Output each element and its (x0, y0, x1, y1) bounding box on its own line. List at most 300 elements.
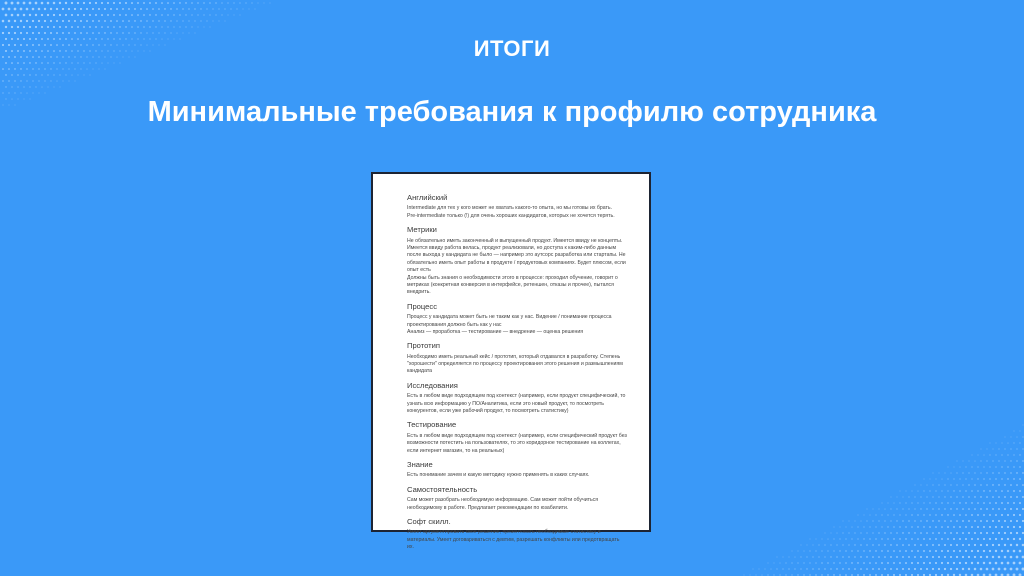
decorative-dot (783, 569, 784, 570)
decorative-dot (74, 32, 76, 34)
decorative-dot (854, 556, 855, 557)
decorative-dot (107, 14, 109, 16)
decorative-dot (11, 26, 13, 28)
decorative-dot (122, 32, 123, 33)
decorative-dot (902, 568, 904, 570)
decorative-dot (944, 544, 946, 546)
document-section-line: узнать всю информацию у ПО/Аналитика, если это новый продукт, то посмотреть (407, 400, 605, 407)
document-section-line: Сам может разобрать необходимую информацию. Сам может пойти обучиться (407, 497, 599, 504)
decorative-dot (179, 14, 180, 15)
decorative-dot (959, 538, 961, 540)
decorative-dot (872, 544, 873, 545)
decorative-dot (180, 27, 181, 28)
decorative-dot (953, 550, 955, 552)
decorative-dot (882, 515, 883, 516)
decorative-dot (119, 14, 121, 16)
decorative-dot (936, 491, 937, 492)
decorative-dot (2, 20, 5, 23)
decorative-dot (881, 550, 882, 551)
decorative-dot (90, 63, 91, 64)
decorative-dot (1023, 437, 1024, 438)
decorative-dot (1013, 526, 1015, 528)
decorative-dot (50, 8, 52, 10)
decorative-dot (2, 32, 4, 34)
decorative-dot (848, 556, 849, 557)
decorative-dot (777, 557, 778, 558)
decorative-dot (84, 63, 85, 64)
decorative-dot (905, 562, 907, 564)
decorative-dot (869, 538, 870, 539)
decorative-dot (932, 532, 934, 534)
decorative-dot (911, 562, 913, 564)
decorative-dot (47, 26, 49, 28)
decorative-dot (827, 550, 828, 551)
decorative-dot (980, 568, 983, 571)
decorative-dot (965, 526, 967, 528)
decorative-dot (237, 9, 238, 10)
decorative-dot (791, 574, 792, 575)
decorative-dot (32, 80, 33, 81)
decorative-dot (974, 568, 977, 571)
decorative-dot (863, 562, 865, 564)
decorative-dot (1010, 568, 1013, 571)
decorative-dot (962, 568, 964, 570)
decorative-dot (1019, 454, 1020, 455)
decorative-dot (140, 8, 142, 10)
decorative-dot (887, 550, 889, 552)
decorative-dot (888, 515, 889, 516)
decorative-dot (998, 508, 1000, 510)
decorative-dot (33, 93, 34, 94)
decorative-dot (962, 496, 963, 497)
decorative-dot (59, 26, 61, 28)
decorative-dot (182, 20, 183, 21)
decorative-dot (824, 556, 825, 557)
decorative-dot (104, 32, 105, 33)
decorative-dot (768, 575, 769, 576)
decorative-dot (902, 532, 903, 533)
decorative-dot (14, 8, 17, 11)
decorative-dot (917, 550, 919, 552)
decorative-dot (116, 32, 117, 33)
decorative-dot (1004, 544, 1006, 546)
decorative-dot (986, 544, 988, 546)
decorative-dot (891, 497, 892, 498)
decorative-dot (930, 491, 931, 492)
decorative-dot (936, 479, 937, 480)
decorative-dot (968, 544, 970, 546)
decorative-dot (1001, 538, 1003, 540)
decorative-dot (972, 455, 973, 456)
decorative-dot (851, 538, 852, 539)
decorative-dot (846, 527, 847, 528)
decorative-dot (993, 449, 994, 450)
decorative-dot (1001, 550, 1003, 552)
decorative-dot (83, 2, 85, 4)
decorative-dot (962, 520, 964, 522)
decorative-dot (825, 533, 826, 534)
decorative-dot (146, 32, 147, 33)
decorative-dot (1019, 526, 1021, 528)
decorative-dot (960, 467, 961, 468)
decorative-dot (137, 2, 139, 4)
decorative-dot (161, 2, 163, 4)
decorative-dot (962, 508, 964, 510)
decorative-dot (944, 520, 946, 522)
decorative-dot (104, 8, 106, 10)
decorative-dot (963, 461, 964, 462)
decorative-dot (5, 2, 8, 5)
decorative-dot (77, 2, 79, 4)
decorative-dot (38, 20, 40, 22)
document-section-line: Есть понимание зачем и какую методику нужно применять в каких случаях. (407, 472, 590, 479)
decorative-dot (1019, 478, 1021, 480)
decorative-dot (72, 75, 73, 76)
decorative-dot (998, 532, 1000, 534)
decorative-dot (924, 491, 925, 492)
decorative-dot (860, 532, 861, 533)
decorative-dot (798, 551, 799, 552)
decorative-dot (56, 68, 57, 69)
decorative-dot (980, 472, 981, 473)
decorative-dot (831, 533, 832, 534)
decorative-dot (828, 539, 829, 540)
decorative-dot (69, 81, 70, 82)
decorative-dot (27, 93, 28, 94)
decorative-dot (935, 538, 937, 540)
decorative-dot (1016, 520, 1018, 522)
decorative-dot (182, 8, 183, 9)
decorative-dot (234, 15, 235, 16)
decorative-dot (932, 544, 934, 546)
decorative-dot (29, 2, 32, 5)
decorative-dot (957, 461, 958, 462)
decorative-dot (980, 508, 982, 510)
decorative-dot (177, 33, 178, 34)
decorative-dot (1016, 532, 1018, 534)
decorative-dot (908, 544, 910, 546)
decorative-dot (195, 33, 196, 34)
decorative-dot (926, 508, 927, 509)
decorative-dot (45, 81, 46, 82)
decorative-dot (921, 497, 922, 498)
decorative-dot (963, 473, 964, 474)
decorative-dot (987, 449, 988, 450)
decorative-dot (65, 2, 67, 4)
decorative-dot (173, 26, 174, 27)
decorative-dot (897, 509, 898, 510)
decorative-dot (56, 20, 58, 22)
decorative-dot (86, 32, 88, 34)
decorative-dot (974, 520, 976, 522)
decorative-dot (989, 514, 991, 516)
decorative-dot (29, 14, 31, 16)
decorative-dot (1005, 449, 1006, 450)
decorative-dot (923, 562, 925, 564)
document-section-line: опыт есть (407, 267, 431, 274)
decorative-dot (23, 2, 26, 5)
decorative-dot (210, 27, 211, 28)
document-section-title: Прототип (407, 341, 441, 351)
decorative-dot (917, 562, 919, 564)
decorative-dot (977, 502, 979, 504)
decorative-dot (944, 556, 946, 558)
decorative-dot (882, 503, 883, 504)
decorative-dot (801, 557, 802, 558)
decorative-dot (35, 26, 37, 28)
decorative-dot (1014, 431, 1015, 432)
decorative-dot (227, 2, 228, 3)
decorative-dot (2, 92, 3, 93)
decorative-dot (116, 20, 118, 22)
decorative-dot (71, 2, 73, 4)
decorative-dot (978, 455, 979, 456)
decorative-dot (101, 2, 103, 4)
decorative-dot (92, 8, 94, 10)
decorative-dot (893, 526, 894, 527)
decorative-dot (98, 20, 100, 22)
decorative-dot (207, 21, 208, 22)
decorative-dot (959, 502, 960, 503)
decorative-dot (11, 14, 14, 17)
decorative-dot (986, 496, 988, 498)
decorative-dot (807, 545, 808, 546)
decorative-dot (989, 550, 991, 552)
decorative-dot (78, 75, 79, 76)
decorative-dot (840, 527, 841, 528)
decorative-dot (998, 556, 1001, 559)
decorative-dot (986, 532, 988, 534)
decorative-dot (917, 502, 918, 503)
decorative-dot (2, 80, 3, 81)
decorative-dot (191, 2, 192, 3)
decorative-dot (1022, 460, 1023, 461)
decorative-dot (947, 550, 949, 552)
decorative-dot (959, 490, 960, 491)
decorative-dot (887, 562, 889, 564)
decorative-dot (923, 502, 924, 503)
decorative-dot (887, 538, 888, 539)
decorative-dot (143, 26, 144, 27)
decorative-dot (825, 545, 826, 546)
decorative-dot (161, 26, 162, 27)
decorative-dot (789, 569, 790, 570)
decorative-dot (17, 86, 18, 87)
decorative-dot (188, 8, 189, 9)
decorative-dot (59, 62, 60, 63)
decorative-dot (1011, 449, 1012, 450)
decorative-dot (818, 568, 819, 569)
decorative-dot (120, 63, 121, 64)
decorative-dot (977, 514, 979, 516)
decorative-dot (920, 520, 921, 521)
decorative-dot (792, 563, 793, 564)
decorative-dot (903, 509, 904, 510)
decorative-dot (944, 508, 945, 509)
decorative-dot (974, 472, 975, 473)
decorative-dot (189, 33, 190, 34)
decorative-dot (842, 544, 843, 545)
decorative-dot (39, 93, 40, 94)
decorative-dot (998, 496, 1000, 498)
decorative-dot (896, 556, 898, 558)
decorative-dot (827, 574, 828, 575)
decorative-dot (867, 521, 868, 522)
decorative-dot (17, 14, 20, 17)
decorative-dot (1016, 544, 1018, 546)
decorative-dot (971, 490, 972, 491)
decorative-dot (813, 557, 814, 558)
decorative-dot (858, 527, 859, 528)
decorative-dot (89, 2, 91, 4)
decorative-dot (77, 26, 79, 28)
decorative-dot (879, 509, 880, 510)
decorative-dot (989, 526, 991, 528)
decorative-dot (950, 568, 952, 570)
decorative-dot (992, 544, 994, 546)
decorative-dot (983, 514, 985, 516)
decorative-dot (80, 8, 82, 10)
decorative-dot (986, 484, 987, 485)
decorative-dot (35, 62, 36, 63)
document-section-line: их. (407, 544, 414, 551)
decorative-dot (26, 8, 29, 11)
decorative-dot (21, 93, 22, 94)
decorative-dot (134, 20, 135, 21)
decorative-dot (5, 14, 8, 17)
decorative-dot (915, 497, 916, 498)
decorative-dot (971, 478, 972, 479)
decorative-dot (14, 20, 16, 22)
decorative-dot (980, 544, 982, 546)
decorative-dot (857, 538, 858, 539)
decorative-dot (884, 532, 885, 533)
decorative-dot (1002, 443, 1003, 444)
decorative-dot (935, 502, 936, 503)
decorative-dot (938, 532, 940, 534)
decorative-dot (957, 473, 958, 474)
decorative-dot (972, 467, 973, 468)
decorative-dot (815, 562, 816, 563)
decorative-dot (873, 509, 874, 510)
decorative-dot (867, 509, 868, 510)
decorative-dot (905, 514, 906, 515)
decorative-dot (806, 568, 807, 569)
decorative-dot (999, 449, 1000, 450)
decorative-dot (974, 484, 975, 485)
decorative-dot (38, 8, 41, 11)
decorative-dot (146, 20, 147, 21)
decorative-dot (920, 532, 922, 534)
decorative-dot (939, 485, 940, 486)
decorative-dot (905, 538, 906, 539)
document-section-line: возможности потестить на пользователях, то это коридорное тестирование на коллегах, (407, 440, 621, 447)
decorative-dot (1013, 454, 1014, 455)
decorative-dot (56, 32, 58, 34)
decorative-dot (920, 508, 921, 509)
decorative-dot (1013, 466, 1014, 467)
decorative-dot (1001, 466, 1002, 467)
decorative-dot (971, 502, 972, 503)
decorative-dot (89, 26, 91, 28)
decorative-dot (969, 473, 970, 474)
decorative-dot (908, 508, 909, 509)
document-section-title: Процесс (407, 301, 437, 311)
document-section-line: необходимому в работе. Предлагает рекомендации по юзабилити. (407, 504, 569, 511)
decorative-dot (938, 568, 940, 570)
decorative-dot (857, 562, 858, 563)
decorative-dot (981, 449, 982, 450)
decorative-dot (62, 32, 64, 34)
decorative-dot (152, 32, 153, 33)
decorative-dot (215, 2, 216, 3)
decorative-dot (41, 62, 42, 63)
document-section-line: если интернет магазин, то на реальных) (407, 447, 505, 454)
document-section-title: Самостоятельность (407, 484, 478, 494)
decorative-dot (993, 461, 994, 462)
decorative-dot (863, 550, 864, 551)
decorative-dot (1020, 431, 1021, 432)
decorative-dot (896, 532, 897, 533)
decorative-dot (929, 538, 931, 540)
decorative-dot (950, 532, 952, 534)
decorative-dot (881, 526, 882, 527)
decorative-dot (956, 568, 958, 570)
document-section-line: "хорошести" определяется по процессу проектирования этого решения и размышлениям (407, 361, 623, 368)
decorative-dot (92, 20, 94, 22)
decorative-dot (956, 532, 958, 534)
decorative-dot (32, 8, 35, 11)
decorative-dot (905, 526, 906, 527)
decorative-dot (866, 544, 867, 545)
document-preview (371, 172, 651, 551)
decorative-dot (35, 74, 36, 75)
decorative-dot (786, 563, 787, 564)
document-section-line: Анализ — проработка — тестирование — внедрение — оценка решения (407, 328, 584, 335)
decorative-dot (923, 538, 925, 540)
decorative-dot (932, 556, 934, 558)
decorative-dot (20, 68, 21, 69)
decorative-dot (14, 68, 15, 69)
decorative-dot (824, 568, 825, 569)
decorative-dot (1001, 562, 1004, 565)
decorative-dot (968, 520, 970, 522)
decorative-dot (956, 496, 957, 497)
decorative-dot (911, 550, 913, 552)
decorative-dot (765, 569, 766, 570)
decorative-dot (785, 574, 786, 575)
decorative-dot (950, 544, 952, 546)
decorative-dot (890, 520, 891, 521)
decorative-dot (996, 443, 997, 444)
decorative-dot (218, 8, 219, 9)
decorative-dot (947, 490, 948, 491)
decorative-dot (908, 520, 909, 521)
decorative-dot (113, 2, 115, 4)
decorative-dot (1017, 437, 1018, 438)
decorative-dot (908, 556, 910, 558)
document-section-line: внедрить. (407, 289, 431, 296)
document-section-line: Pre-intermediate только (!) для очень хороших кандидатов, которых не хочется терять. (407, 212, 615, 219)
document-section-title: Знание (407, 460, 433, 469)
decorative-dot (71, 62, 72, 63)
decorative-dot (911, 538, 913, 540)
decorative-dot (228, 15, 229, 16)
decorative-dot (933, 473, 934, 474)
decorative-dot (1001, 514, 1003, 516)
decorative-dot (1016, 460, 1017, 461)
decorative-dot (917, 538, 919, 540)
